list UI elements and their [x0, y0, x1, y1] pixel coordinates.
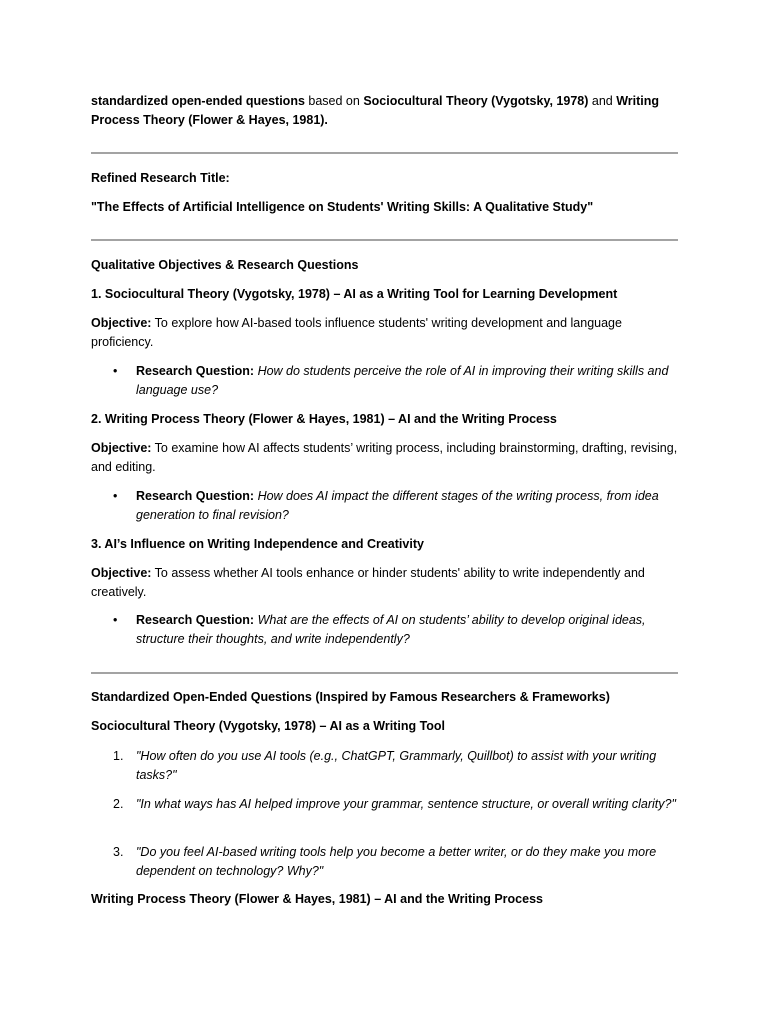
objective-label: Objective: [91, 566, 152, 580]
section-1-objective [91, 314, 681, 352]
questions-heading [91, 688, 681, 707]
section-3-objective [91, 564, 681, 602]
intro-text-2: based on [304, 94, 364, 108]
question-item [136, 795, 681, 814]
intro-text-4: and [588, 94, 617, 108]
section-2-objective [91, 439, 681, 477]
section-2-heading [91, 410, 681, 429]
section-2-heading-text: 2. Writing Process Theory (Flower & Hayes, 1981) – AI and the Writing Process [91, 412, 557, 426]
question-text: "How often do you use AI tools (e.g., ChatGPT, Grammarly, Quillbot) to assist with your writing tasks?" [136, 749, 657, 782]
question-item [136, 843, 681, 881]
rq-label: Research Question: [136, 364, 255, 378]
section-2-research-question [136, 487, 681, 525]
bullet-icon: • [113, 489, 118, 503]
group-1-heading-text: Sociocultural Theory (Vygotsky, 1978) – AI as a Writing Tool [91, 719, 446, 733]
refined-title [91, 198, 681, 217]
section-1-heading [91, 285, 681, 304]
objective-text: To assess whether AI tools enhance or hinder students' ability to write independently and creatively. [91, 566, 645, 599]
rq-label: Research Question: [136, 489, 255, 503]
objective-text: To explore how AI-based tools influence students' writing development and language proficiency. [91, 316, 622, 349]
intro-bold-5: Writing Process Theory (Flower & Hayes, 1981). [91, 94, 660, 127]
rq-text: How do students perceive the role of AI in improving their writing skills and language use? [136, 364, 669, 397]
section-3-heading [91, 535, 681, 554]
objective-label: Objective: [91, 441, 152, 455]
group-2-heading [91, 890, 681, 909]
intro-paragraph [91, 92, 681, 130]
rq-text: What are the effects of AI on students’ ability to develop original ideas, structure their thoughts, and write independently? [136, 613, 646, 646]
refined-title-label [91, 169, 681, 188]
divider-1 [91, 152, 678, 154]
group-2-heading-text: Writing Process Theory (Flower & Hayes, 1981) – AI and the Writing Process [91, 892, 543, 906]
question-text: "In what ways has AI helped improve your grammar, sentence structure, or overall writing clarity?" [136, 797, 676, 811]
bullet-icon: • [113, 613, 118, 627]
list-number: 3. [113, 845, 124, 859]
section-1-research-question [136, 362, 681, 400]
refined-title-label-text: Refined Research Title: [91, 171, 230, 185]
divider-3 [91, 672, 678, 674]
questions-heading-text: Standardized Open-Ended Questions (Inspired by Famous Researchers & Frameworks) [91, 690, 610, 704]
objective-label: Objective: [91, 316, 152, 330]
objectives-heading-text: Qualitative Objectives & Research Questions [91, 258, 359, 272]
refined-title-text: "The Effects of Artificial Intelligence on Students' Writing Skills: A Qualitative Study" [91, 200, 594, 214]
objectives-heading [91, 256, 681, 275]
intro-bold-1: standardized open-ended questions [91, 94, 305, 108]
divider-2 [91, 239, 678, 241]
rq-text: How does AI impact the different stages of the writing process, from idea generation to final revision? [136, 489, 659, 522]
list-number: 1. [113, 749, 124, 763]
section-1-heading-text: 1. Sociocultural Theory (Vygotsky, 1978) – AI as a Writing Tool for Learning Development [91, 287, 618, 301]
rq-label: Research Question: [136, 613, 255, 627]
section-3-research-question [136, 611, 681, 649]
bullet-icon: • [113, 364, 118, 378]
question-item [136, 747, 681, 785]
section-3-heading-text: 3. AI’s Influence on Writing Independence and Creativity [91, 537, 424, 551]
question-text: "Do you feel AI-based writing tools help you become a better writer, or do they make you more dependent on technology? Why?" [136, 845, 657, 878]
group-1-heading [91, 717, 681, 736]
list-number: 2. [113, 797, 124, 811]
objective-text: To examine how AI affects students’ writing process, including brainstorming, drafting, revising, and editing. [91, 441, 678, 474]
intro-bold-3: Sociocultural Theory (Vygotsky, 1978) [363, 94, 589, 108]
